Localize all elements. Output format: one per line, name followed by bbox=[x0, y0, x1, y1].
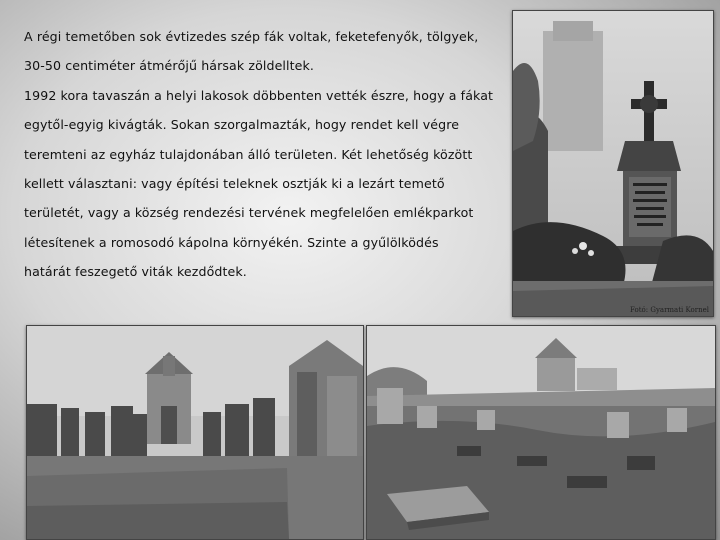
cemetery-chapel-image bbox=[27, 326, 363, 539]
photo-overgrown-cemetery bbox=[366, 325, 716, 540]
photo-grave-cross bbox=[512, 10, 714, 317]
text-line: határát feszegető viták kezdődtek. bbox=[24, 264, 247, 280]
text-line: 30-50 centiméter átmérőjű hársak zöldelltek. bbox=[24, 58, 314, 74]
text-line: 1992 kora tavaszán a helyi lakosok döbbenten vették észre, hogy a fákat bbox=[24, 87, 494, 103]
grave-cross-image bbox=[513, 11, 713, 316]
text-line: létesítenek a romosodó kápolna környékén. Szinte a gyűlölködés bbox=[24, 234, 439, 250]
text-line: egytől-egyig kivágták. Sokan szorgalmazták, hogy rendet kell végre bbox=[24, 117, 460, 133]
photo-cemetery-chapel bbox=[26, 325, 364, 540]
text-line: teremteni az egyház tulajdonában álló területen. Két lehetőség között bbox=[24, 146, 473, 162]
text-line: A régi temetőben sok évtizedes szép fák voltak, feketefenyők, tölgyek, bbox=[24, 29, 479, 44]
text-line: területét, vagy a község rendezési tervének megfelelően emlékparkot bbox=[24, 205, 474, 221]
photo-credit: Fotó: Gyarmati Kornel bbox=[630, 306, 709, 314]
text-line: kellett választani: vagy építési teleknek osztják ki a lezárt temető bbox=[24, 176, 445, 192]
overgrown-cemetery-image bbox=[367, 326, 715, 539]
article-text bbox=[24, 22, 494, 287]
